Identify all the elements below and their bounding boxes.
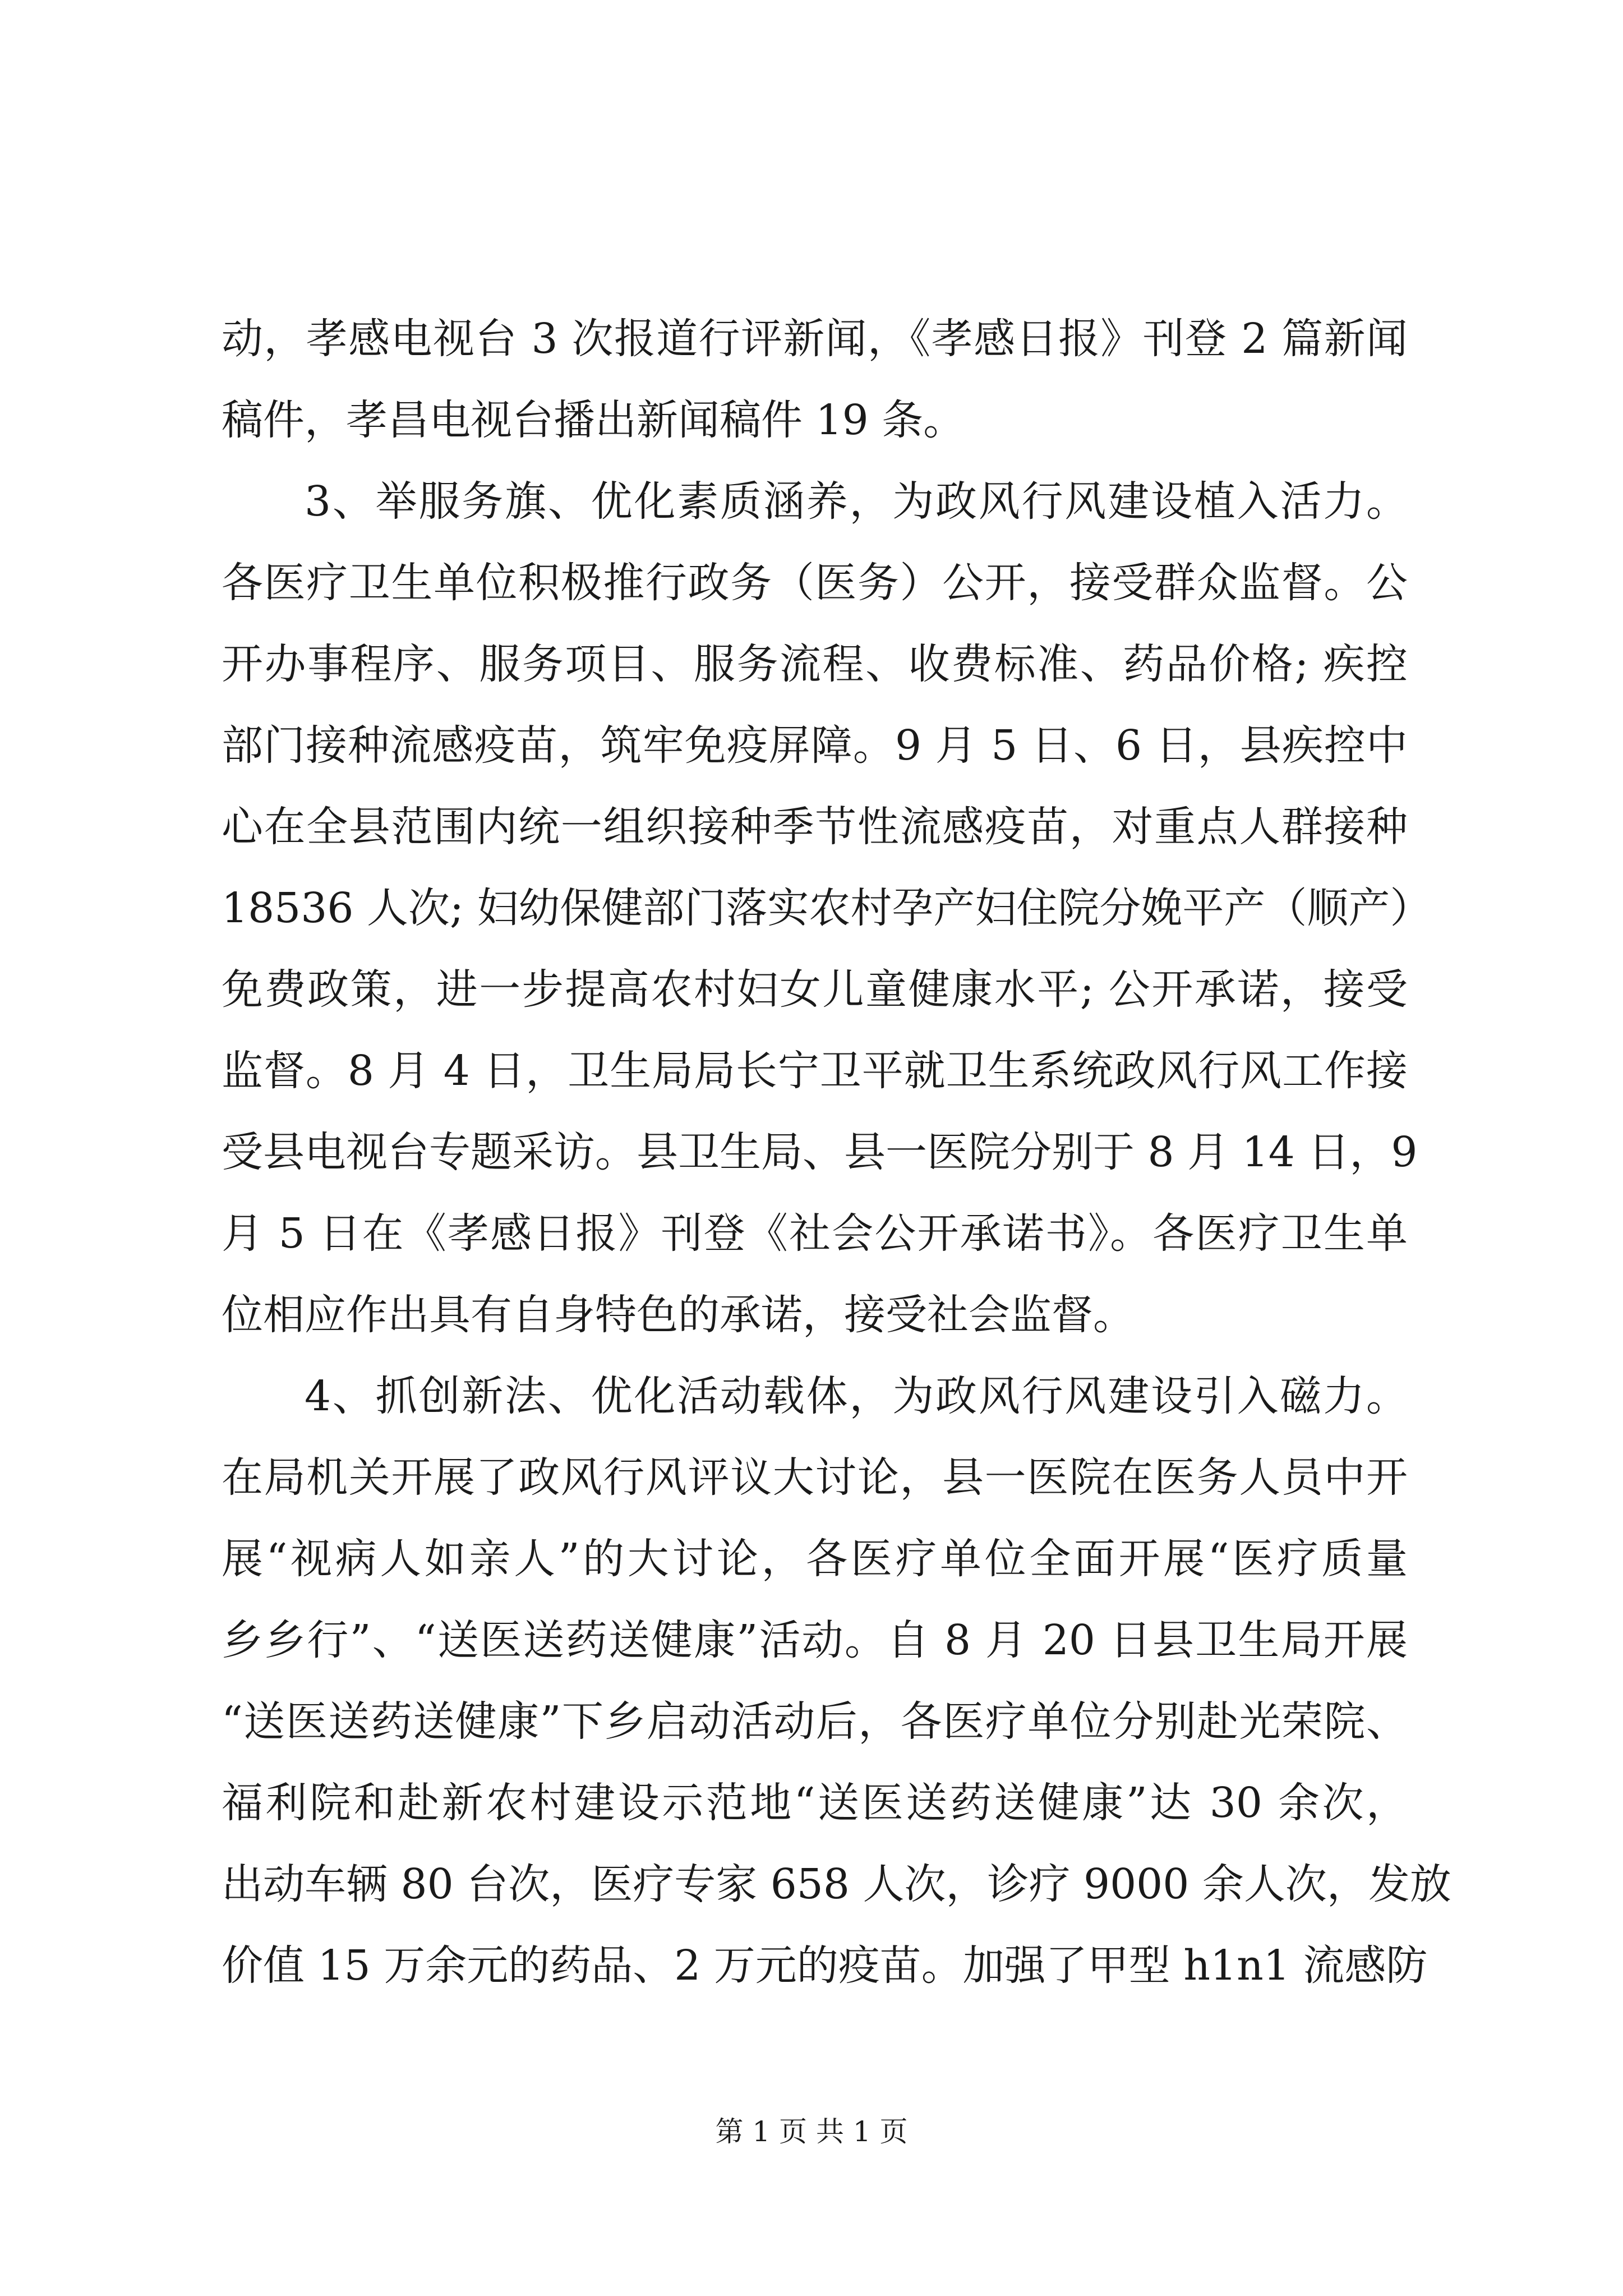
text-line: 开办事程序、服务项目、服务流程、收费标准、药品价格; 疾控	[222, 640, 1408, 688]
text-line: 月 5 日在《孝感日报》刊登《社会公开承诺书》。各医疗卫生单	[222, 1209, 1408, 1258]
text-line: 稿件，孝昌电视台播出新闻稿件 19 条。	[222, 396, 965, 444]
text-line: 价值 15 万余元的药品、2 万元的疫苗。加强了甲型 h1n1 流感防	[222, 1941, 1428, 1990]
text-line: “送医送药送健康”下乡启动活动后，各医疗单位分别赴光荣院、	[222, 1697, 1408, 1746]
body-text	[222, 298, 1451, 2007]
section-heading-3: 3、举服务旗、优化素质涵养，为政风行风建设植入活力。	[305, 477, 1408, 526]
text-line: 出动车辆 80 台次，医疗专家 658 人次，诊疗 9000 余人次，发放	[222, 1860, 1451, 1908]
text-line: 受县电视台专题采访。县卫生局、县一医院分别于 8 月 14 日，9	[222, 1128, 1418, 1176]
text-line: 福利院和赴新农村建设示范地“送医送药送健康”达 30 余次，	[222, 1779, 1408, 1827]
text-line: 乡乡行”、“送医送药送健康”活动。自 8 月 20 日县卫生局开展	[222, 1616, 1408, 1664]
text-line: 18536 人次; 妇幼保健部门落实农村孕产妇住院分娩平产（顺产）	[222, 884, 1432, 932]
text-line: 展“视病人如亲人”的大讨论，各医疗单位全面开展“医疗质量	[222, 1535, 1408, 1583]
text-line: 在局机关开展了政风行风评议大讨论，县一医院在医务人员中开	[222, 1453, 1408, 1502]
text-line: 动，孝感电视台 3 次报道行评新闻，《孝感日报》刊登 2 篇新闻	[222, 315, 1408, 363]
text-line: 各医疗卫生单位积极推行政务（医务）公开，接受群众监督。公	[222, 559, 1408, 607]
text-line: 部门接种流感疫苗，筑牢免疫屏障。9 月 5 日、6 日，县疾控中	[222, 721, 1408, 770]
page-footer	[0, 2115, 1623, 2148]
text-line: 监督。8 月 4 日，卫生局局长宁卫平就卫生系统政风行风工作接	[222, 1047, 1408, 1095]
text-line: 免费政策，进一步提高农村妇女儿童健康水平; 公开承诺，接受	[222, 965, 1408, 1014]
page-number-label: 第 1 页 共 1 页	[715, 2115, 908, 2148]
text-line: 心在全县范围内统一组织接种季节性流感疫苗，对重点人群接种	[222, 803, 1408, 851]
section-heading-4: 4、抓创新法、优化活动载体，为政风行风建设引入磁力。	[305, 1372, 1408, 1420]
text-line: 位相应作出具有自身特色的承诺，接受社会监督。	[222, 1291, 1135, 1339]
